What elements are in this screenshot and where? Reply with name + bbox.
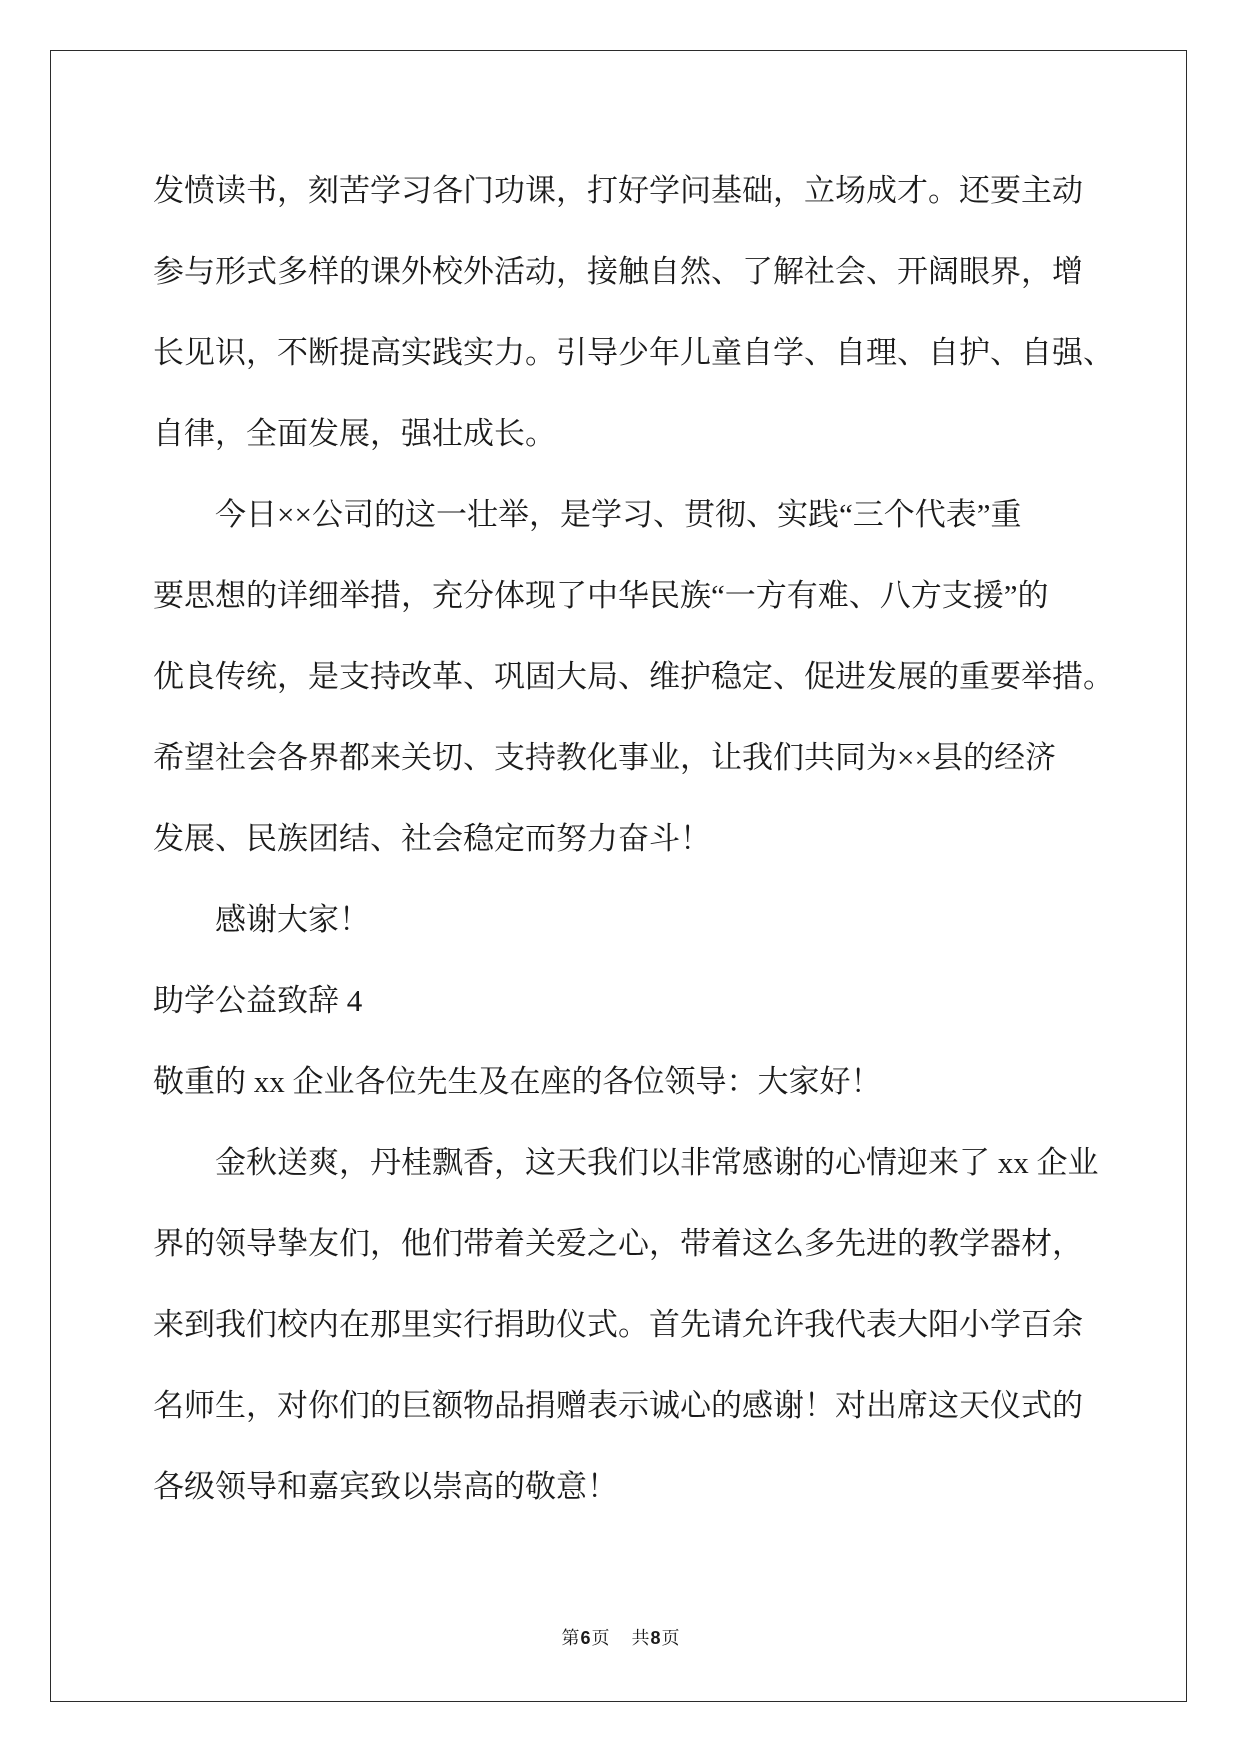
text-line: 希望社会各界都来关切、支持教化事业，让我们共同为××县的经济	[153, 740, 1056, 775]
total-pages-prefix: 共	[631, 1628, 650, 1648]
current-page-number: 6	[580, 1628, 591, 1648]
text-line: 来到我们校内在那里实行捐助仪式。首先请允许我代表大阳小学百余	[153, 1307, 1083, 1342]
text-line: 发展、民族团结、社会稳定而努力奋斗！	[153, 821, 711, 856]
text-line: 各级领导和嘉宾致以崇高的敬意！	[153, 1469, 618, 1504]
salutation: 敬重的 xx 企业各位先生及在座的各位领导：大家好！	[153, 1064, 882, 1099]
total-pages-suffix: 页	[661, 1628, 680, 1648]
document-body	[153, 150, 1163, 1527]
text-line: 发愤读书，刻苦学习各门功课，打好学问基础，立场成才。还要主动	[153, 173, 1083, 208]
total-pages-number: 8	[650, 1628, 661, 1648]
text-line: 参与形式多样的课外校外活动，接触自然、了解社会、开阔眼界，增	[153, 254, 1083, 289]
page-number-suffix: 页	[591, 1628, 610, 1648]
closing-thanks: 感谢大家！	[215, 902, 370, 937]
page-number-prefix: 第	[561, 1628, 580, 1648]
text-line: 长见识，不断提高实践实力。引导少年儿童自学、自理、自护、自强、	[153, 335, 1114, 370]
section-heading: 助学公益致辞 4	[153, 983, 363, 1018]
page-footer	[0, 1624, 1241, 1652]
text-line: 界的领导挚友们，他们带着关爱之心，带着这么多先进的教学器材，	[153, 1226, 1083, 1261]
text-line: 名师生，对你们的巨额物品捐赠表示诚心的感谢！对出席这天仪式的	[153, 1388, 1083, 1423]
text-line: 优良传统，是支持改革、巩固大局、维护稳定、促进发展的重要举措。	[153, 659, 1114, 694]
text-line: 自律，全面发展，强壮成长。	[153, 416, 556, 451]
text-line: 要思想的详细举措，充分体现了中华民族“一方有难、八方支援”的	[153, 578, 1049, 613]
paragraph-first-line: 金秋送爽，丹桂飘香，这天我们以非常感谢的心情迎来了 xx 企业	[215, 1145, 1099, 1180]
paragraph-first-line: 今日××公司的这一壮举，是学习、贯彻、实践“三个代表”重	[215, 497, 1022, 532]
